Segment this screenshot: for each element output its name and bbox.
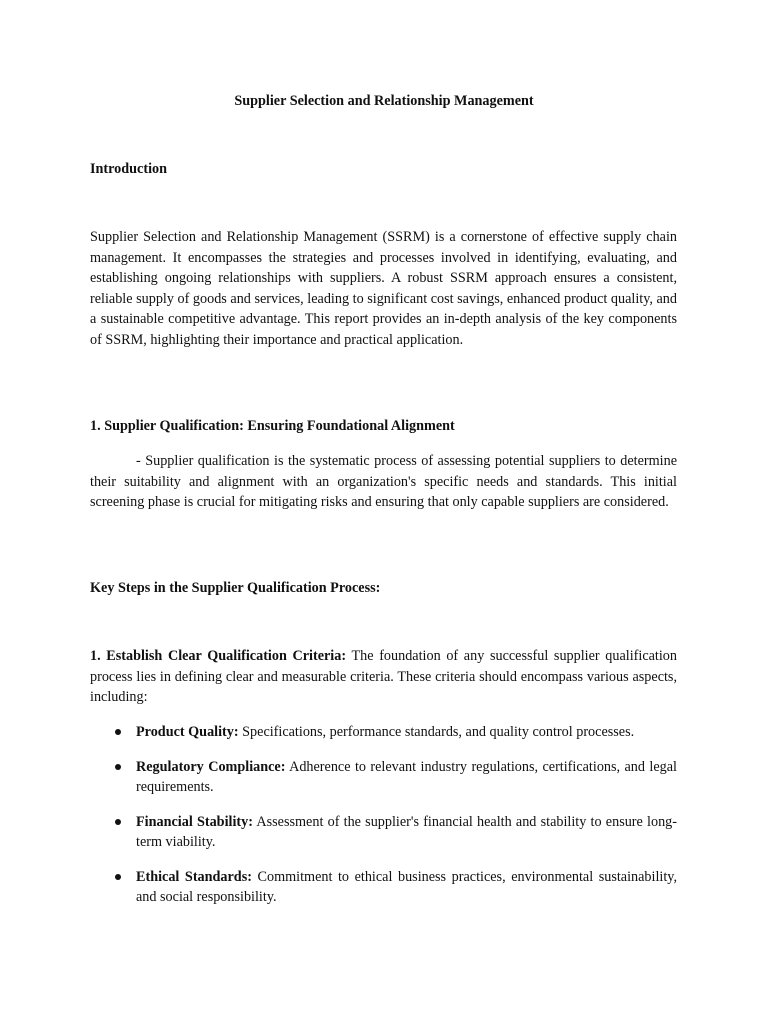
criteria-label: Product Quality: [136,724,239,740]
key-steps-heading: Key Steps in the Supplier Qualification Process: [90,580,381,596]
bullet-icon [115,819,121,825]
criteria-text: Specifications, performance standards, and quality control processes. [238,724,635,740]
criteria-text: Adherence to relevant industry regulations, certifications, and legal requirements. [136,758,677,795]
list-item [112,757,677,798]
step1-label: 1. Establish Clear Qualification Criteria: [90,648,347,664]
section1-paragraph: - Supplier qualification is the systematic process of assessing potential suppliers to determine their suitability and alignment with an organization's specific needs and standards. This initial screening phase is crucial for mitigating risks and ensuring that only capable suppliers are considered. [90,453,677,510]
list-item [112,722,677,743]
criteria-label: Financial Stability: [136,813,253,830]
intro-paragraph: Supplier Selection and Relationship Management (SSRM) is a cornerstone of effective supply chain management. It encompasses the strategies and processes involved in identifying, evaluating, and establishing ongoing relationships with suppliers. A robust SSRM approach ensures a consistent, reliable supply of goods and services, leading to significant cost savings, enhanced product quality, and a sustainable competitive advantage. This report provides an in-depth analysis of the key components of SSRM, highlighting their importance and practical application. [90,229,677,348]
list-item [112,812,677,853]
bullet-icon [115,874,121,880]
intro-heading: Introduction [90,161,167,177]
bullet-icon [115,764,121,770]
criteria-label: Ethical Standards: [136,868,252,885]
criteria-text: Assessment of the supplier's financial health and stability to ensure long-term viability. [136,813,677,850]
step1-text: The foundation of any successful supplier qualification process lies in defining clear and measurable criteria. These criteria should encompass various aspects, including: [90,648,677,705]
step1-paragraph [90,646,677,708]
document-title: Supplier Selection and Relationship Management [234,93,534,109]
section1-heading: 1. Supplier Qualification: Ensuring Foundational Alignment [90,418,455,434]
criteria-text: Commitment to ethical business practices, environmental sustainability, and social responsibility. [136,868,677,905]
list-item [112,867,677,908]
criteria-list [112,722,677,922]
bullet-icon [115,729,121,735]
criteria-label: Regulatory Compliance: [136,758,286,775]
